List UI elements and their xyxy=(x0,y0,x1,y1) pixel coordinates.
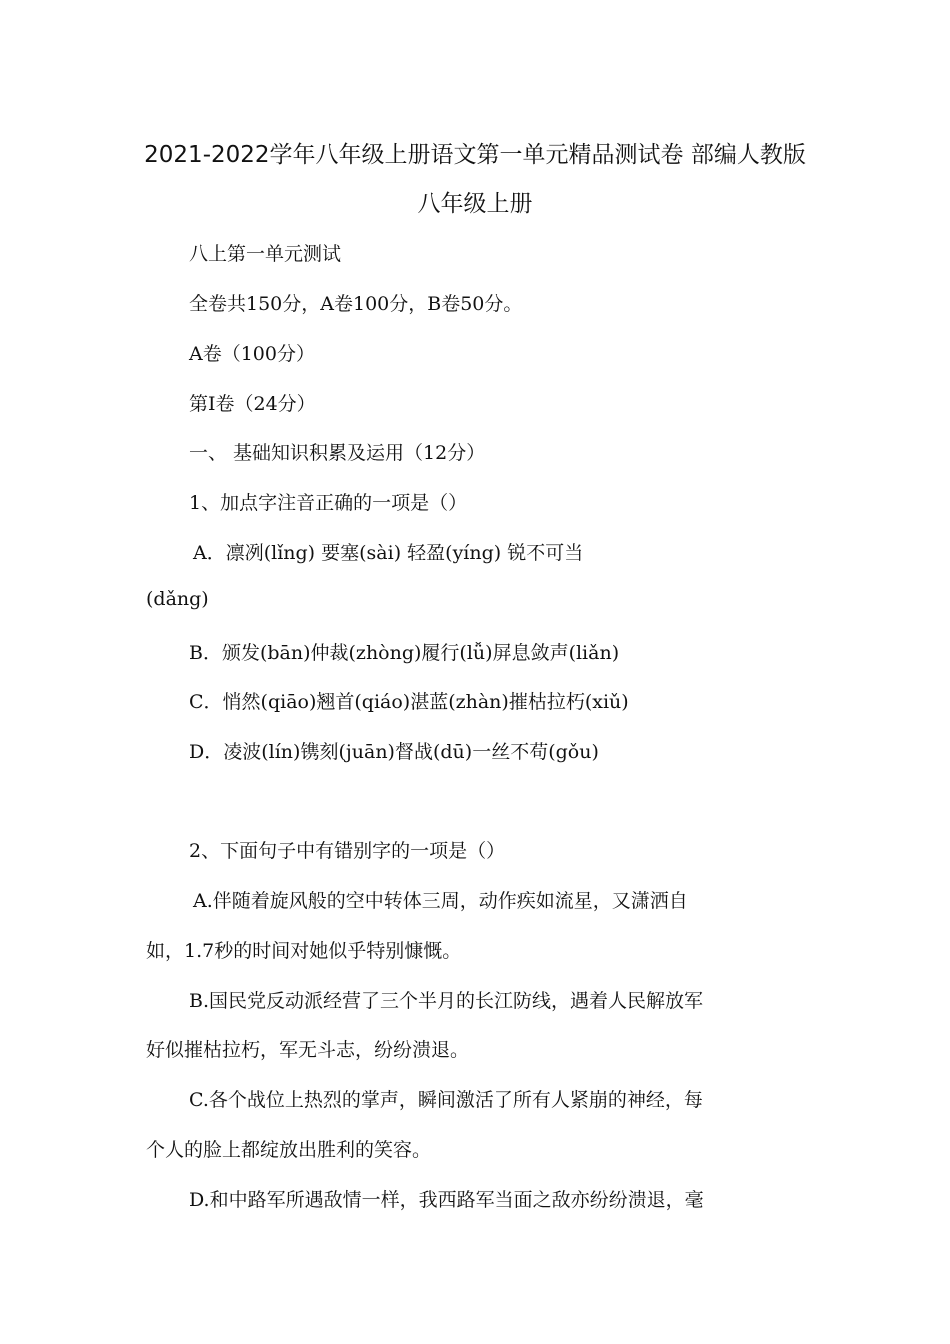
paper-a-heading: A卷（100分） xyxy=(189,343,315,365)
question-1-stem: 1、加点字注音正确的一项是（） xyxy=(189,492,468,514)
question-2-option-d-line-1: D.和中路军所遇敌情一样，我西路军当面之敌亦纷纷溃退，毫 xyxy=(189,1189,704,1211)
question-2-option-b-line-1: B.国民党反动派经营了三个半月的长江防线，遇着人民解放军 xyxy=(189,990,704,1012)
part-1-heading: 第Ⅰ卷（24分） xyxy=(189,393,316,415)
document-title-line-1: 2021-2022学年八年级上册语文第一单元精品测试卷 部编人教版 xyxy=(144,142,806,168)
question-1-option-c: C．悄然(qiāo)翘首(qiáo)湛蓝(zhàn)摧枯拉朽(xiǔ) xyxy=(189,691,629,713)
unit-test-heading: 八上第一单元测试 xyxy=(189,243,342,265)
question-1-option-a-line-2: (dǎng) xyxy=(146,588,209,610)
question-2-option-c-line-2: 个人的脸上都绽放出胜利的笑容。 xyxy=(146,1139,432,1161)
question-2-option-a-line-2: 如，1.7秒的时间对她似乎特别慷慨。 xyxy=(146,940,462,962)
question-1-option-d: D．凌波(lín)镌刻(juān)督战(dū)一丝不苟(gǒu) xyxy=(189,741,599,763)
question-1-option-a-line-1: A．凛冽(lǐng) 要塞(sài) 轻盈(yíng) 锐不可当 xyxy=(193,542,584,564)
question-2-stem: 2、下面句子中有错别字的一项是（） xyxy=(189,840,506,862)
score-total-text: 全卷共150分，A卷100分，B卷50分。 xyxy=(189,293,523,315)
question-2-option-c-line-1: C.各个战位上热烈的掌声，瞬间激活了所有人紧崩的神经，每 xyxy=(189,1089,703,1111)
question-2-option-b-line-2: 好似摧枯拉朽，军无斗志，纷纷溃退。 xyxy=(146,1039,470,1061)
document-title-line-2: 八年级上册 xyxy=(417,191,533,217)
question-2-option-a-line-1: A.伴随着旋风般的空中转体三周，动作疾如流星，又潇洒自 xyxy=(193,890,688,912)
question-1-option-b: B．颁发(bān)仲裁(zhòng)履行(lǚ)屏息敛声(liǎn) xyxy=(189,642,620,664)
section-1-heading: 一、 基础知识积累及运用（12分） xyxy=(189,442,486,464)
